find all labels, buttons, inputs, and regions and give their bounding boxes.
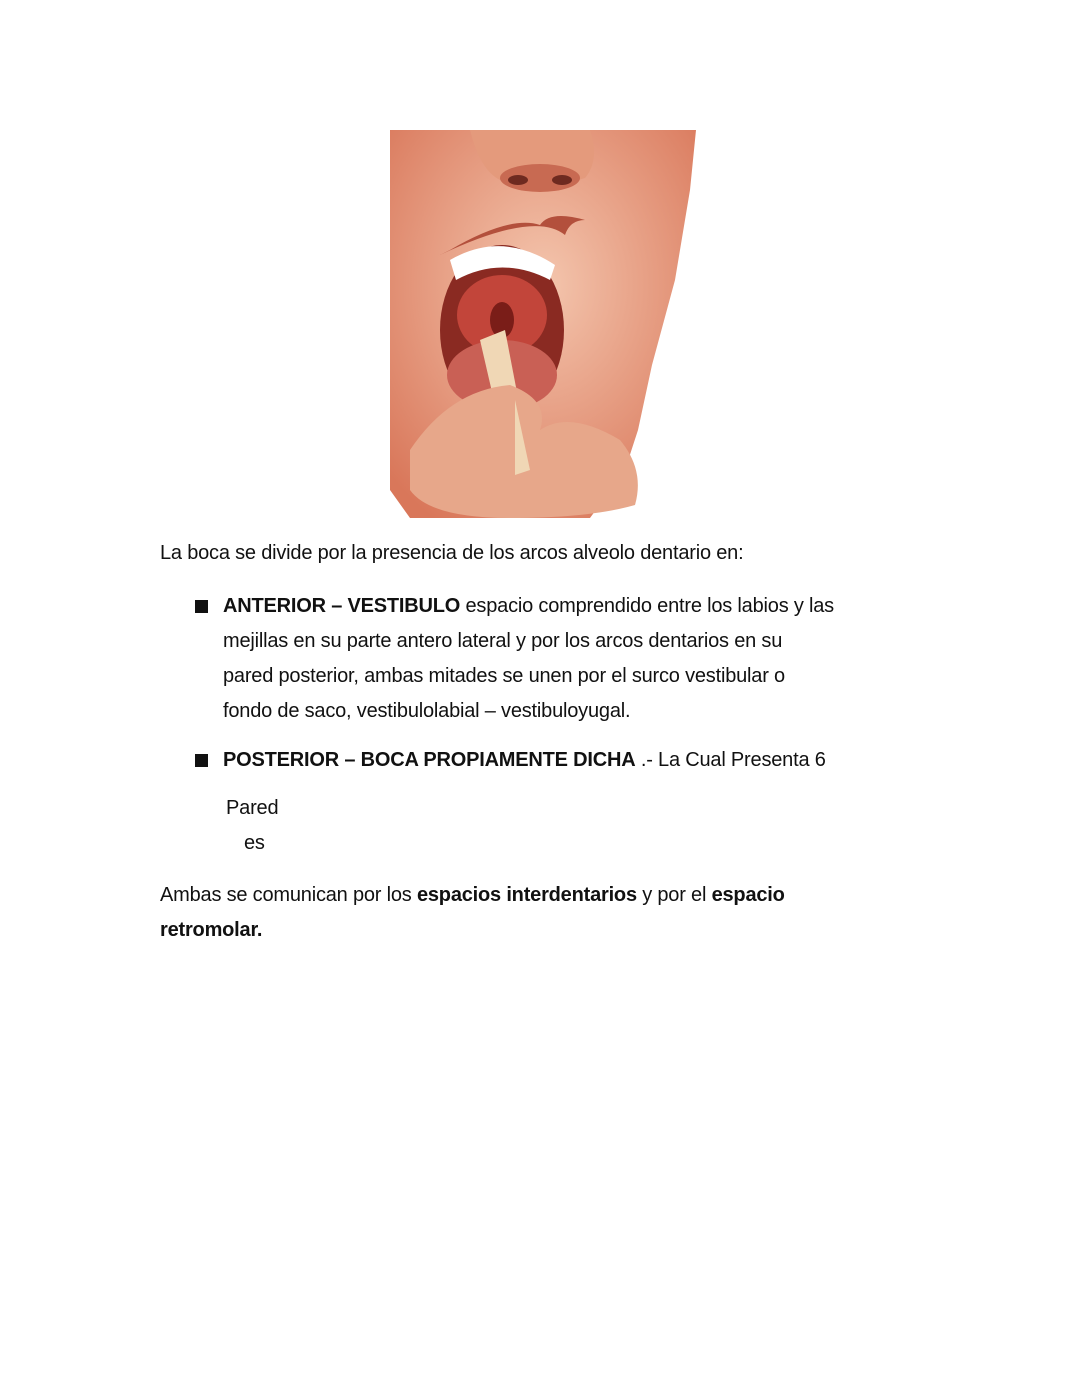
bullet-posterior-cont2: es <box>244 832 265 854</box>
intro-paragraph: La boca se divide por la presencia de los arcos alveolo dentario en: <box>160 542 744 564</box>
open-mouth-illustration <box>390 130 696 518</box>
bullet-anterior-text: espacio comprendido entre los labios y las <box>460 595 834 617</box>
bullet-anterior-line2: mejillas en su parte antero lateral y por los arcos dentarios en su <box>223 630 783 652</box>
closing-bold-interdentarios: espacios interdentarios <box>416 884 637 906</box>
bullet-square-icon <box>195 600 208 613</box>
bullet-posterior-text: .- La Cual Presenta 6 <box>635 749 826 771</box>
bullet-posterior-title: POSTERIOR – BOCA PROPIAMENTE DICHA <box>223 749 636 771</box>
closing-text: y por el <box>636 884 712 906</box>
closing-text: Ambas se comunican por los <box>160 884 417 906</box>
closing-line2: retromolar. <box>160 919 263 941</box>
bullet-anterior-line1 <box>223 595 834 618</box>
bullet-anterior-line3: pared posterior, ambas mitades se unen por el surco vestibular o <box>223 665 785 687</box>
bullet-anterior-title: ANTERIOR – VESTIBULO <box>223 595 461 617</box>
bullet-posterior-cont1: Pared <box>226 797 279 819</box>
bullet-anterior-line4: fondo de saco, vestibulolabial – vestibuloyugal. <box>223 700 631 722</box>
bullet-square-icon <box>195 754 208 767</box>
closing-bold-espacio: espacio <box>711 884 785 906</box>
bullet-posterior-line1 <box>223 749 826 772</box>
closing-line1 <box>160 884 785 907</box>
